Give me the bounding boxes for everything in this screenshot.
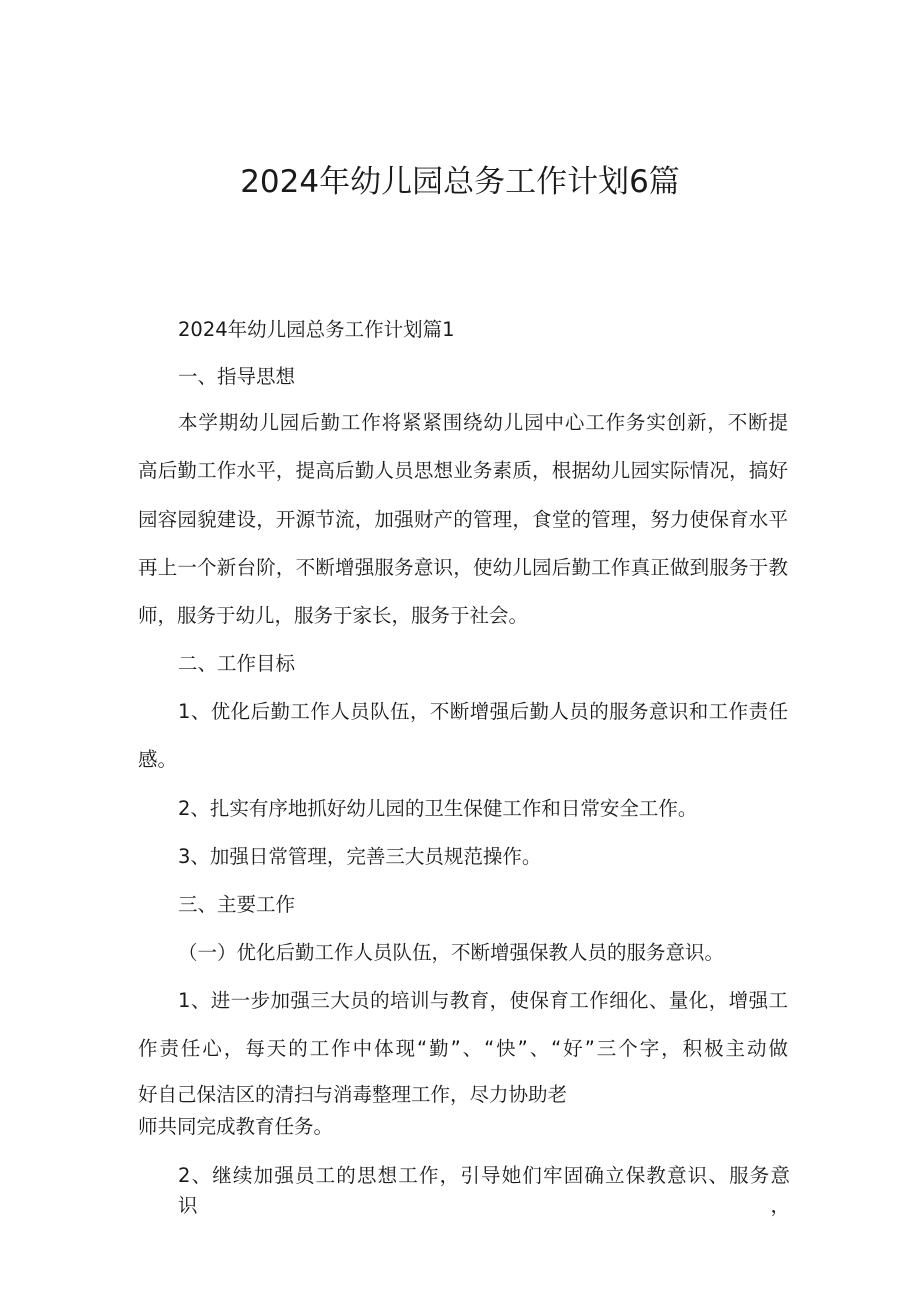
heading-main-work: 三、主要工作 [178, 893, 296, 916]
paragraph-line: 园容园貌建设，开源节流，加强财产的管理，食堂的管理，努力使保育水平 [138, 508, 788, 531]
section-heading-plan-1: 2024年幼儿园总务工作计划篇1 [178, 318, 455, 341]
paragraph-line: 再上一个新台阶，不断增强服务意识，使幼儿园后勤工作真正做到服务于教 [138, 556, 788, 579]
paragraph-line: 本学期幼儿园后勤工作将紧紧围绕幼儿园中心工作务实创新，不断提 [178, 411, 788, 434]
paragraph-line: 2、扎实有序地抓好幼儿园的卫生保健工作和日常安全工作。 [178, 797, 698, 820]
heading-guiding-ideology: 一、指导思想 [178, 365, 296, 388]
paragraph-line: 好自己保洁区的清扫与消毒整理工作，尽力协助老 [138, 1083, 568, 1106]
paragraph-line: 师，服务于幼儿，服务于家长，服务于社会。 [138, 604, 529, 627]
subheading-optimize-team: （一）优化后勤工作人员队伍，不断增强保教人员的服务意识。 [178, 941, 725, 964]
paragraph-line: 3、加强日常管理，完善三大员规范操作。 [178, 845, 542, 868]
heading-work-goals: 二、工作目标 [178, 652, 296, 675]
paragraph-line: 1、优化后勤工作人员队伍，不断增强后勤人员的服务意识和工作责任 [178, 700, 788, 723]
paragraph-line: 师共同完成教育任务。 [138, 1115, 334, 1138]
paragraph-line: 1、进一步加强三大员的培训与教育，使保育工作细化、量化，增强工 [178, 989, 788, 1012]
paragraph-line: 2、继续加强员工的思想工作，引导她们牢固确立保教意识、服务意识， [178, 1164, 790, 1217]
paragraph-line: 作责任心，每天的工作中体现“勤”、“快”、“好”三个字，积极主动做 [138, 1037, 788, 1060]
paragraph-line: 感。 [138, 748, 178, 771]
document-title: 2024年幼儿园总务工作计划6篇 [240, 164, 680, 200]
paragraph-line: 高后勤工作水平，提高后勤人员思想业务素质，根据幼儿园实际情况，搞好 [138, 459, 788, 482]
